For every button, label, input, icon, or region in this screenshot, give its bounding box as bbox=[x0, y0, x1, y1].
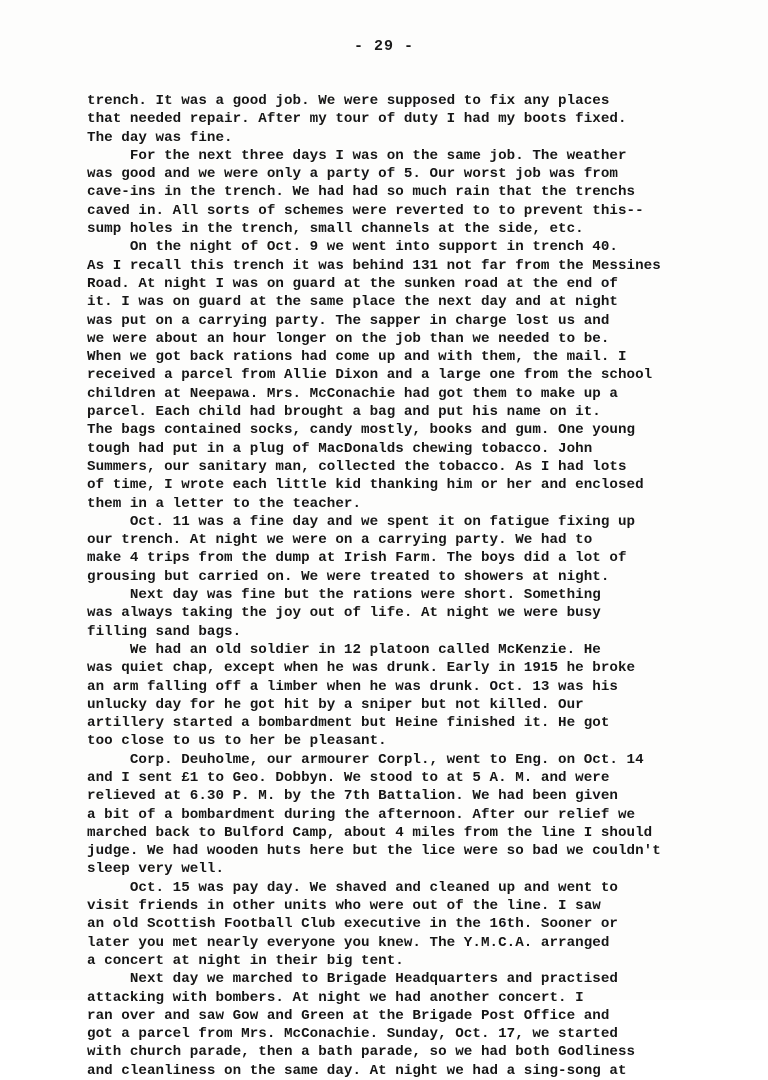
text-line: The day was fine. bbox=[87, 129, 233, 146]
text-line: When we got back rations had come up and with them, the mail. I bbox=[87, 349, 627, 366]
text-line: an old Scottish Football Club executive in the 16th. Sooner or bbox=[87, 916, 618, 933]
text-line: it. I was on guard at the same place the next day and at night bbox=[87, 294, 618, 311]
text-line: caved in. All sorts of schemes were reverted to to prevent this-- bbox=[87, 202, 644, 219]
text-line: received a parcel from Allie Dixon and a large one from the school bbox=[87, 367, 653, 384]
text-line: For the next three days I was on the same job. The weather bbox=[87, 147, 627, 164]
text-line: relieved at 6.30 P. M. by the 7th Battalion. We had been given bbox=[87, 788, 618, 805]
text-line: was quiet chap, except when he was drunk. Early in 1915 he broke bbox=[87, 660, 636, 677]
text-line: a bit of a bombardment during the afternoon. After our relief we bbox=[87, 806, 636, 823]
text-line: later you met nearly everyone you knew. The Y.M.C.A. arranged bbox=[87, 934, 610, 951]
text-line: Oct. 11 was a fine day and we spent it on fatigue fixing up bbox=[87, 513, 636, 530]
text-line: too close to us to her be pleasant. bbox=[87, 733, 387, 750]
text-line: that needed repair. After my tour of duty I had my boots fixed. bbox=[87, 111, 627, 128]
text-line: Summers, our sanitary man, collected the tobacco. As I had lots bbox=[87, 458, 627, 475]
text-line: judge. We had wooden huts here but the lice were so bad we couldn't bbox=[87, 843, 661, 860]
text-line: sump holes in the trench, small channels at the side, etc. bbox=[87, 221, 584, 238]
text-line: we were about an hour longer on the job than we needed to be. bbox=[87, 330, 610, 347]
text-line: filling sand bags. bbox=[87, 623, 242, 640]
text-line: a concert at night in their big tent. bbox=[87, 952, 404, 969]
text-line: Road. At night I was on guard at the sunken road at the end of bbox=[87, 275, 618, 292]
text-line: them in a letter to the teacher. bbox=[87, 495, 362, 512]
text-line: of time, I wrote each little kid thanking him or her and enclosed bbox=[87, 477, 644, 494]
text-line: The bags contained socks, candy mostly, books and gum. One young bbox=[87, 422, 636, 439]
text-line: grousing but carried on. We were treated to showers at night. bbox=[87, 568, 610, 585]
typescript-body bbox=[87, 92, 727, 1080]
text-line: and cleanliness on the same day. At night we had a sing-song at bbox=[87, 1062, 627, 1079]
text-line: On the night of Oct. 9 we went into support in trench 40. bbox=[87, 239, 618, 256]
text-line: make 4 trips from the dump at Irish Farm. The boys did a lot of bbox=[87, 550, 627, 567]
text-line: As I recall this trench it was behind 131 not far from the Messines bbox=[87, 257, 661, 274]
text-line: sleep very well. bbox=[87, 861, 225, 878]
text-line: Next day we marched to Brigade Headquarters and practised bbox=[87, 971, 618, 988]
page-number: - 29 - bbox=[353, 38, 414, 55]
text-line: children at Neepawa. Mrs. McConachie had got them to make up a bbox=[87, 385, 618, 402]
text-line: got a parcel from Mrs. McConachie. Sunday, Oct. 17, we started bbox=[87, 1026, 618, 1043]
text-line: our trench. At night we were on a carrying party. We had to bbox=[87, 532, 593, 549]
text-line: Next day was fine but the rations were short. Something bbox=[87, 587, 601, 604]
text-line: an arm falling off a limber when he was drunk. Oct. 13 was his bbox=[87, 678, 618, 695]
text-line: Corp. Deuholme, our armourer Corpl., went to Eng. on Oct. 14 bbox=[87, 751, 644, 768]
text-line: We had an old soldier in 12 platoon called McKenzie. He bbox=[87, 641, 601, 658]
text-line: and I sent £1 to Geo. Dobbyn. We stood to at 5 A. M. and were bbox=[87, 769, 610, 786]
text-line: with church parade, then a bath parade, so we had both Godliness bbox=[87, 1044, 636, 1061]
text-line: marched back to Bulford Camp, about 4 miles from the line I should bbox=[87, 824, 653, 841]
text-line: parcel. Each child had brought a bag and put his name on it. bbox=[87, 404, 601, 421]
text-line: cave-ins in the trench. We had had so much rain that the trenchs bbox=[87, 184, 636, 201]
text-line: trench. It was a good job. We were supposed to fix any places bbox=[87, 93, 610, 109]
text-line: Oct. 15 was pay day. We shaved and cleaned up and went to bbox=[87, 879, 618, 896]
text-line: tough had put in a plug of MacDonalds chewing tobacco. John bbox=[87, 440, 593, 457]
text-line: visit friends in other units who were out of the line. I saw bbox=[87, 898, 601, 915]
text-line: ran over and saw Gow and Green at the Brigade Post Office and bbox=[87, 1007, 610, 1024]
text-line: artillery started a bombardment but Heine finished it. He got bbox=[87, 715, 610, 732]
text-line: was good and we were only a party of 5. Our worst job was from bbox=[87, 166, 618, 183]
text-line: was put on a carrying party. The sapper in charge lost us and bbox=[87, 312, 610, 329]
text-line: unlucky day for he got hit by a sniper but not killed. Our bbox=[87, 696, 584, 713]
text-line: attacking with bombers. At night we had another concert. I bbox=[87, 989, 584, 1006]
text-line: was always taking the joy out of life. At night we were busy bbox=[87, 605, 601, 622]
